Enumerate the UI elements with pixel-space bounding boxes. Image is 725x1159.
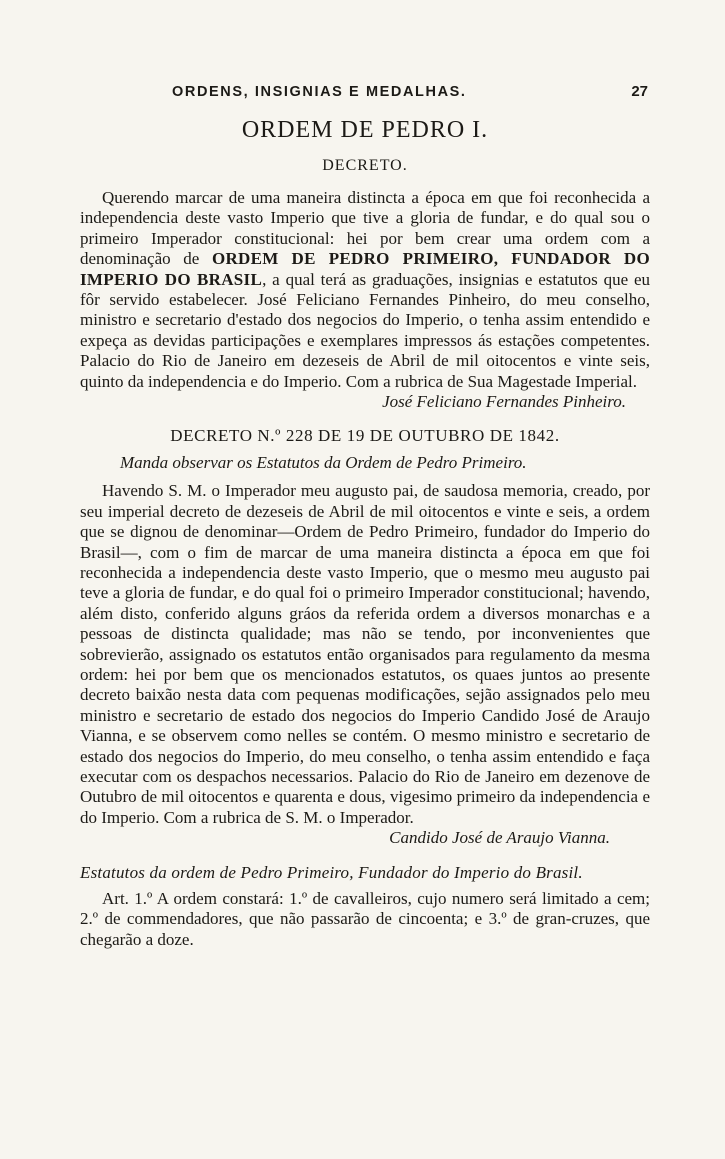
decree-2-summary: Manda observar os Estatutos da Ordem de Pedro Primeiro. xyxy=(120,452,527,472)
decree-1-signature: José Feliciano Fernandes Pinheiro. xyxy=(382,392,626,412)
statutes-title: Estatutos da ordem de Pedro Primeiro, Fundador do Imperio do Brasil. xyxy=(80,862,583,882)
decree-1-text-a: Querendo marcar de uma maneira distincta a época em que foi reconhecida a independencia deste vasto Imperio que tive a gloria de fundar, e do qual sou o primeiro Imperador constitucional: hei por bem crear uma ordem com a denominação de xyxy=(80,188,650,269)
decree-2-heading: DECRETO N.º 228 DE 19 DE OUTUBRO DE 1842. xyxy=(170,426,560,446)
decree-1-paragraph xyxy=(80,188,650,392)
decree-2-paragraph: Havendo S. M. o Imperador meu augusto pai, de saudosa memoria, creado, por seu imperial decreto de dezeseis de Abril de mil oitocentos e vinte e seis, a ordem que se dignou de denominar—Ordem de Pedro Primeiro, fundador do Imperio do Brasil—, com o fim de marcar de uma maneira distincta a época em que foi reconhecida a independencia deste vasto Imperio, que o mesmo meu augusto pai teve a gloria de fundar, e do qual foi o primeiro Imperador constitucional; havendo, além disto, conferido alguns gráos da referida ordem a diversos monarchas e a pessoas de distincta qualidade; mas não se tendo, por inconvenientes que sobrevierão, assignado os estatutos então organisados para regulamento da mesma ordem: hei por bem que os mencionados estatutos, os quaes juntos ao presente decreto baixão nesta data com pequenas modificações, sejão assignados pelo meu ministro e secretario de estado dos negocios do Imperio Candido José de Araujo Vianna, e se observem como nelles se contém. O mesmo ministro e secretario de estado dos negocios do Imperio, do meu conselho, o tenha assim entendido e faça executar com os despachos necessarios. Palacio do Rio de Janeiro em dezenove de Outubro de mil oitocentos e quarenta e dous, vigesimo primeiro da independencia e do Imperio. Com a rubrica de S. M. o Imperador. xyxy=(80,481,650,827)
order-name: ORDEM DE PEDRO PRIMEIRO, FUNDADOR DO IMPERIO DO BRASIL xyxy=(80,249,650,289)
section-title: ORDEM DE PEDRO I. xyxy=(241,117,489,143)
running-header xyxy=(80,82,650,106)
running-title: ORDENS, INSIGNIAS E MEDALHAS. xyxy=(172,84,467,100)
page-number: 27 xyxy=(631,83,648,100)
page xyxy=(80,82,650,950)
decree-2-signature: Candido José de Araujo Vianna. xyxy=(389,828,610,848)
decree-1-text-b: , a qual terá as graduações, insignias e estatutos que eu fôr servido estabelecer. José Feliciano Fernandes Pinheiro, do meu conselho, ministro e secretario d'estado dos negocios do Imperio, o tenha assim entendido e expeça as devidas participações e exemplares impressos ás estações competentes. Palacio do Rio de Janeiro em dezeseis de Abril de mil oitocentos e vinte seis, quinto da independencia e do Imperio. Com a rubrica de Sua Magestade Imperial. xyxy=(80,269,651,391)
article-1: Art. 1.º A ordem constará: 1.º de cavalleiros, cujo numero será limitado a cem; 2.º de commendadores, que não passarão de cincoenta; e 3.º de gran-cruzes, que chegarão a doze. xyxy=(80,889,650,949)
decree-subtitle: DECRETO. xyxy=(322,157,408,174)
